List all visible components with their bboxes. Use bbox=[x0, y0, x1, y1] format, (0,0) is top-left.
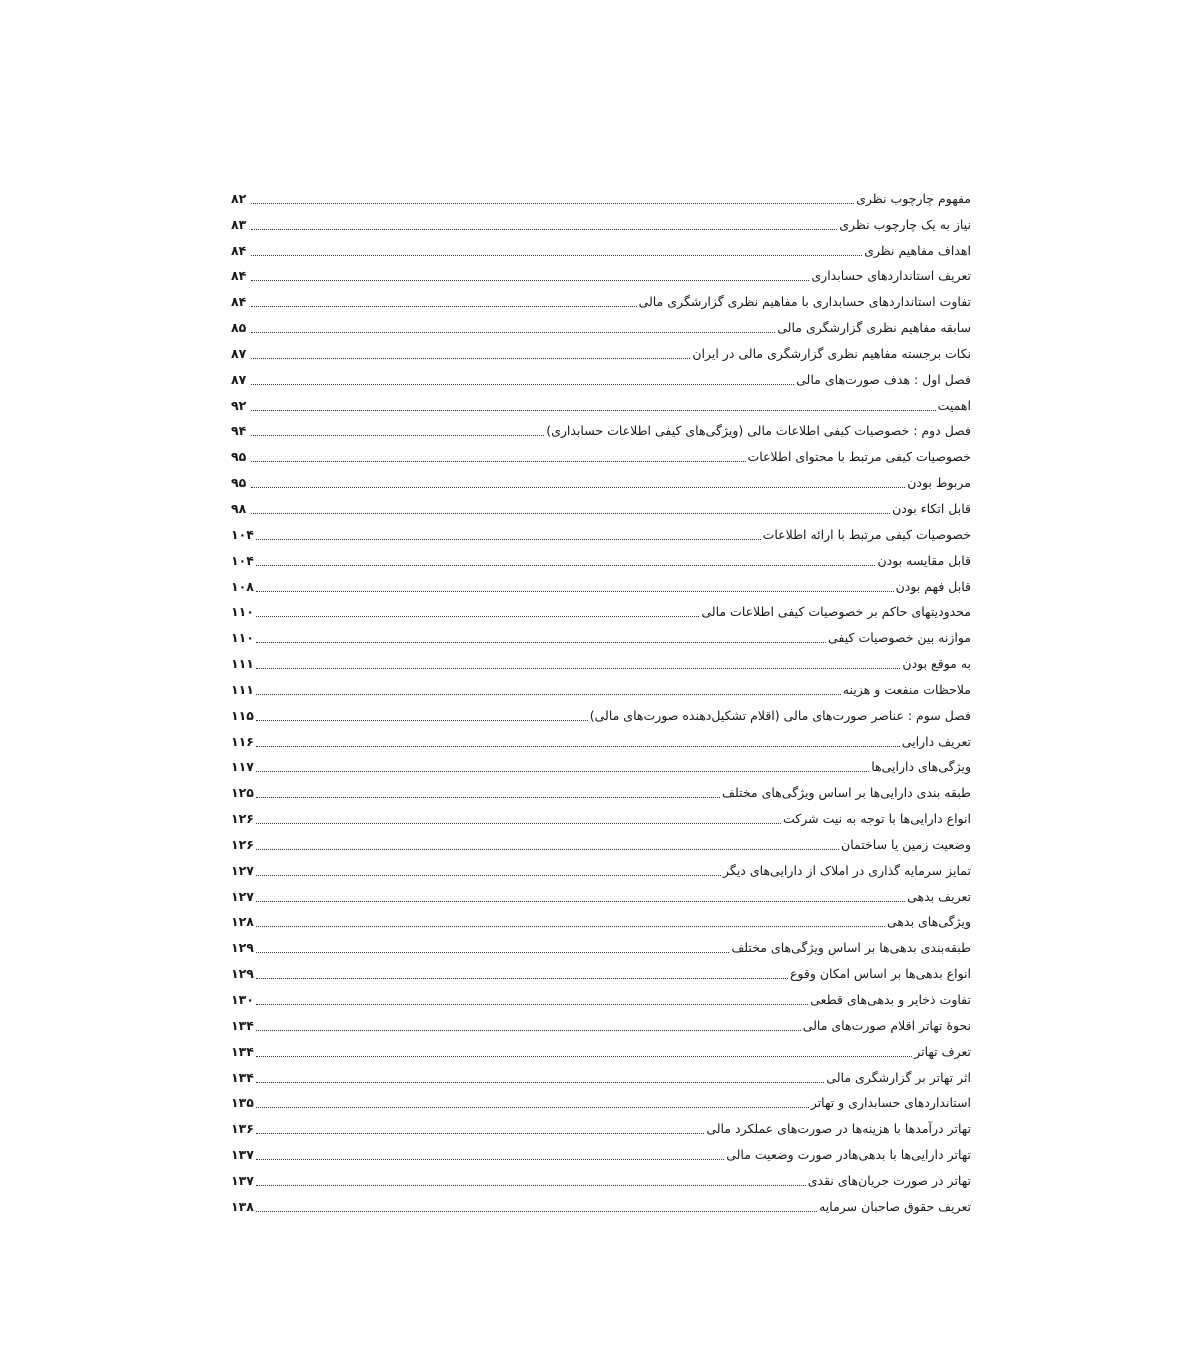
toc-entry-title: تهاتر در صورت جریان‌های نقدی bbox=[807, 1172, 971, 1188]
toc-entry[interactable] bbox=[231, 1011, 971, 1037]
toc-page-number: ۸۴ bbox=[231, 294, 247, 310]
toc-dot-leader bbox=[251, 229, 837, 230]
toc-page-number: ۱۳۸ bbox=[231, 1198, 254, 1214]
toc-entry[interactable] bbox=[231, 675, 971, 701]
toc-page-number: ۱۱۱ bbox=[231, 681, 254, 697]
toc-entry[interactable] bbox=[231, 856, 971, 882]
toc-dot-leader bbox=[251, 203, 854, 204]
toc-page-number: ۹۵ bbox=[231, 475, 247, 491]
toc-dot-leader bbox=[256, 797, 720, 798]
toc-entry-title: نحوهٔ تهاتر اقلام صورت‌های مالی bbox=[802, 1017, 971, 1033]
toc-entry-title: مفهوم چارچوب نظری bbox=[856, 190, 971, 206]
toc-entry[interactable] bbox=[231, 623, 971, 649]
toc-entry[interactable] bbox=[231, 494, 971, 520]
toc-dot-leader bbox=[256, 694, 841, 695]
toc-entry[interactable] bbox=[231, 417, 971, 443]
toc-entry[interactable] bbox=[231, 959, 971, 985]
toc-entry[interactable] bbox=[231, 985, 971, 1011]
toc-entry[interactable] bbox=[231, 210, 971, 236]
toc-page-number: ۸۳ bbox=[231, 216, 247, 232]
toc-entry[interactable] bbox=[231, 287, 971, 313]
toc-dot-leader bbox=[256, 1211, 817, 1212]
toc-entry[interactable] bbox=[231, 365, 971, 391]
toc-page-number: ۹۲ bbox=[231, 397, 247, 413]
toc-entry-title: قابل فهم بودن bbox=[895, 578, 971, 594]
toc-entry[interactable] bbox=[231, 1166, 971, 1192]
toc-dot-leader bbox=[256, 1107, 809, 1108]
toc-entry-title: تمایز سرمایه گذاری در املاک از دارایی‌های دیگر bbox=[723, 862, 971, 878]
toc-page-number: ۱۳۶ bbox=[231, 1121, 254, 1137]
toc-page-number: ۱۰۴ bbox=[231, 552, 254, 568]
toc-page-number: ۱۳۴ bbox=[231, 1043, 254, 1059]
toc-entry-title: استانداردهای حسابداری و تهاتر bbox=[810, 1095, 971, 1111]
toc-page-number: ۱۲۷ bbox=[231, 862, 254, 878]
toc-entry-title: تعریف استانداردهای حسابداری bbox=[811, 268, 971, 284]
toc-dot-leader bbox=[256, 642, 826, 643]
toc-entry[interactable] bbox=[231, 1037, 971, 1063]
toc-entry-title: فصل سوم : عناصر صورت‌های مالی (اقلام تشکیل‌دهنده صورت‌های مالی) bbox=[589, 707, 971, 723]
toc-entry[interactable] bbox=[231, 520, 971, 546]
toc-entry[interactable] bbox=[231, 882, 971, 908]
toc-dot-leader bbox=[256, 926, 885, 927]
toc-entry-title: خصوصیات کیفی مرتبط با ارائه اطلاعات bbox=[762, 526, 971, 542]
toc-entry[interactable] bbox=[231, 1140, 971, 1166]
toc-dot-leader bbox=[256, 849, 839, 850]
toc-dot-leader bbox=[251, 306, 637, 307]
toc-dot-leader bbox=[256, 565, 876, 566]
toc-dot-leader bbox=[256, 823, 781, 824]
toc-dot-leader bbox=[256, 539, 761, 540]
toc-dot-leader bbox=[251, 358, 690, 359]
toc-page-number: ۱۲۹ bbox=[231, 966, 254, 982]
toc-dot-leader bbox=[251, 435, 544, 436]
toc-dot-leader bbox=[256, 1159, 724, 1160]
toc-dot-leader bbox=[256, 746, 900, 747]
toc-dot-leader bbox=[256, 668, 901, 669]
toc-page-number: ۱۲۵ bbox=[231, 785, 254, 801]
toc-entry-title: ویژگی‌های دارایی‌ها bbox=[871, 759, 971, 775]
toc-dot-leader bbox=[256, 720, 588, 721]
toc-entry[interactable] bbox=[231, 391, 971, 417]
toc-page-number: ۱۱۶ bbox=[231, 733, 254, 749]
toc-page-number: ۱۳۷ bbox=[231, 1172, 254, 1188]
toc-page-number: ۱۳۴ bbox=[231, 1017, 254, 1033]
toc-entry[interactable] bbox=[231, 830, 971, 856]
toc-entry[interactable] bbox=[231, 727, 971, 753]
toc-entry[interactable] bbox=[231, 933, 971, 959]
toc-page-number: ۱۰۴ bbox=[231, 526, 254, 542]
toc-entry-title: انواع دارایی‌ها با توجه به نیت شرکت bbox=[783, 811, 971, 827]
toc-entry-title: قابل مقایسه بودن bbox=[877, 552, 971, 568]
toc-page-number: ۱۲۷ bbox=[231, 888, 254, 904]
toc-dot-leader bbox=[251, 280, 809, 281]
toc-entry-title: تهاتر درآمدها با هزینه‌ها در صورت‌های عملکرد مالی bbox=[706, 1121, 971, 1137]
toc-page-number: ۱۳۵ bbox=[231, 1095, 254, 1111]
toc-entry-title: موازنه بین خصوصیات کیفی bbox=[828, 630, 971, 646]
toc-page-number: ۱۳۴ bbox=[231, 1069, 254, 1085]
toc-page-number: ۱۱۱ bbox=[231, 656, 254, 672]
toc-entry-title: اهداف مفاهیم نظری bbox=[864, 242, 971, 258]
toc-entry-title: وضعیت زمین یا ساختمان bbox=[841, 836, 971, 852]
toc-page-number: ۸۷ bbox=[231, 345, 247, 361]
toc-entry-title: به موقع بودن bbox=[902, 656, 971, 672]
toc-entry-title: فصل دوم : خصوصیات کیفی اطلاعات مالی (ویژگی‌های کیفی اطلاعات حسابداری) bbox=[546, 423, 971, 439]
toc-page-number: ۹۵ bbox=[231, 449, 247, 465]
toc-page-number: ۱۲۶ bbox=[231, 836, 254, 852]
toc-dot-leader bbox=[251, 332, 775, 333]
toc-page-number: ۱۲۶ bbox=[231, 811, 254, 827]
toc-entry[interactable] bbox=[231, 1192, 971, 1218]
toc-entry[interactable] bbox=[231, 701, 971, 727]
toc-entry[interactable] bbox=[231, 572, 971, 598]
toc-dot-leader bbox=[251, 255, 862, 256]
toc-dot-leader bbox=[256, 978, 788, 979]
toc-entry-title: طبقه بندی دارایی‌ها بر اساس ویژگی‌های مختلف bbox=[722, 785, 971, 801]
toc-dot-leader bbox=[251, 410, 936, 411]
toc-dot-leader bbox=[256, 1004, 808, 1005]
toc-dot-leader bbox=[256, 1185, 806, 1186]
toc-page-number: ۱۱۷ bbox=[231, 759, 254, 775]
toc-dot-leader bbox=[256, 616, 699, 617]
toc-page-number: ۱۲۸ bbox=[231, 914, 254, 930]
toc-page-number: ۸۵ bbox=[231, 320, 247, 336]
toc-entry-title: تفاوت ذخایر و بدهی‌های قطعی bbox=[810, 992, 971, 1007]
toc-entry-title: تعرف تهاتر bbox=[914, 1043, 971, 1059]
toc-entry[interactable] bbox=[231, 1114, 971, 1140]
table-of-contents bbox=[231, 184, 971, 1218]
toc-page-number: ۱۰۸ bbox=[231, 578, 254, 594]
toc-entry[interactable] bbox=[231, 1063, 971, 1089]
toc-entry-title: اهمیت bbox=[937, 397, 971, 413]
toc-page-number: ۹۴ bbox=[231, 423, 247, 439]
toc-entry-title: تعریف دارایی bbox=[901, 733, 971, 749]
toc-dot-leader bbox=[256, 901, 905, 902]
toc-page-number: ۸۴ bbox=[231, 242, 247, 258]
toc-dot-leader bbox=[251, 513, 890, 514]
toc-dot-leader bbox=[256, 952, 729, 953]
toc-entry[interactable] bbox=[231, 339, 971, 365]
toc-dot-leader bbox=[256, 875, 721, 876]
toc-entry[interactable] bbox=[231, 262, 971, 288]
toc-entry-title: خصوصیات کیفی مرتبط با محتوای اطلاعات bbox=[747, 449, 971, 465]
toc-entry-title: ویژگی‌های بدهی bbox=[887, 914, 971, 930]
toc-page-number: ۱۳۰ bbox=[231, 992, 254, 1007]
toc-dot-leader bbox=[256, 591, 894, 592]
toc-dot-leader bbox=[251, 384, 794, 385]
toc-dot-leader bbox=[251, 461, 746, 462]
toc-entry[interactable] bbox=[231, 184, 971, 210]
toc-entry-title: تعریف حقوق صاحبان سرمایه bbox=[819, 1198, 971, 1214]
toc-dot-leader bbox=[256, 1133, 704, 1134]
toc-dot-leader bbox=[256, 1056, 912, 1057]
toc-entry-title: تعریف بدهی bbox=[907, 888, 971, 904]
toc-dot-leader bbox=[256, 1030, 801, 1031]
toc-entry-title: فصل اول : هدف صورت‌های مالی bbox=[796, 371, 971, 387]
toc-entry[interactable] bbox=[231, 649, 971, 675]
toc-entry-title: ملاحظات منفعت و هزینه bbox=[842, 681, 971, 697]
toc-entry-title: نیاز به یک چارچوب نظری bbox=[839, 216, 971, 232]
toc-page-number: ۱۲۹ bbox=[231, 940, 254, 956]
toc-page-number: ۱۱۰ bbox=[231, 604, 254, 620]
toc-entry-title: طبقه‌بندی بدهی‌ها بر اساس ویژگی‌های مختلف bbox=[731, 940, 971, 956]
toc-entry[interactable] bbox=[231, 442, 971, 468]
toc-entry[interactable] bbox=[231, 598, 971, 624]
toc-entry[interactable] bbox=[231, 546, 971, 572]
toc-entry[interactable] bbox=[231, 753, 971, 779]
toc-entry[interactable] bbox=[231, 778, 971, 804]
toc-entry-title: انواع بدهی‌ها بر اساس امکان وقوع bbox=[789, 966, 971, 982]
toc-entry-title: تهاتر دارایی‌ها با بدهی‌هادر صورت وضعیت مالی bbox=[726, 1147, 971, 1163]
toc-entry-title: قابل اتکاء بودن bbox=[892, 500, 971, 516]
toc-entry-title: اثر تهاتر بر گزارشگری مالی bbox=[826, 1069, 971, 1085]
toc-page-number: ۸۲ bbox=[231, 190, 247, 206]
toc-entry-title: تفاوت استانداردهای حسابداری با مفاهیم نظری گزارشگری مالی bbox=[638, 294, 971, 310]
toc-page-number: ۱۱۰ bbox=[231, 630, 254, 646]
toc-entry[interactable] bbox=[231, 1089, 971, 1115]
toc-page-number: ۸۷ bbox=[231, 371, 247, 387]
toc-entry-title: سابقه مفاهیم نظری گزارشگری مالی bbox=[777, 320, 971, 336]
toc-entry-title: مربوط بودن bbox=[907, 475, 971, 491]
toc-entry[interactable] bbox=[231, 313, 971, 339]
toc-dot-leader bbox=[256, 771, 869, 772]
toc-page-number: ۱۱۵ bbox=[231, 707, 254, 723]
toc-page-number: ۱۳۷ bbox=[231, 1147, 254, 1163]
toc-page-number: ۸۴ bbox=[231, 268, 247, 284]
toc-entry-title: محدودیتهای حاکم بر خصوصیات کیفی اطلاعات مالی bbox=[701, 604, 971, 620]
toc-dot-leader bbox=[256, 1082, 824, 1083]
toc-entry[interactable] bbox=[231, 908, 971, 934]
toc-entry[interactable] bbox=[231, 468, 971, 494]
toc-page-number: ۹۸ bbox=[231, 500, 247, 516]
toc-entry[interactable] bbox=[231, 236, 971, 262]
toc-dot-leader bbox=[251, 487, 905, 488]
toc-entry[interactable] bbox=[231, 804, 971, 830]
toc-entry-title: نکات برجسته مفاهیم نظری گزارشگری مالی در ایران bbox=[692, 345, 971, 361]
